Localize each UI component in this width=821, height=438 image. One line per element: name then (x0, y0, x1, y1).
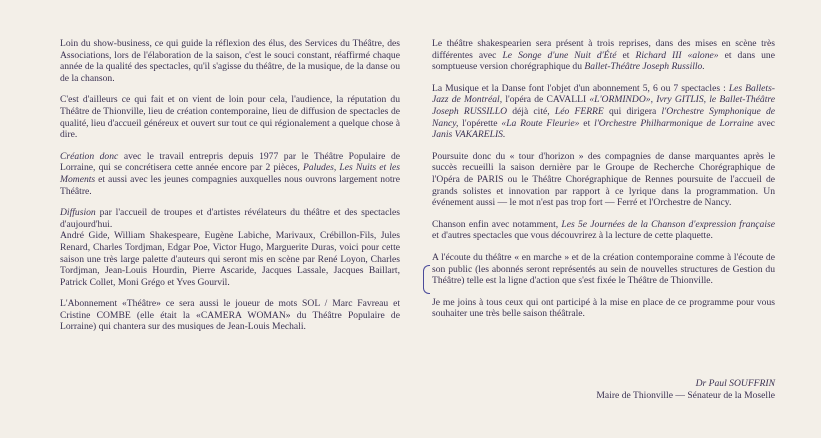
paragraph-ecoute: A l'écoute du théâtre « en marche » et de la création contemporaine comme à l'écoute de son public (les abonnés seront représentés au sein de nouvelles structures de Gestion du Théâtre) telle est la ligne d'action que s'est fixée le Théâtre de Thionville. (432, 251, 775, 287)
signature-name: Dr Paul SOUFFRIN (695, 378, 775, 389)
paragraph-intro: Loin du show-business, ce qui guide la réflexion des élus, des Services du Théâtre, des Associations, lors de l'élaboration de la saison, c'est le souci constant, réaffirmé chaque année de la qualité des spectacles, qu'il s'agisse du théâtre, de la musique, de la danse ou de la chanson. (60, 38, 400, 84)
paragraph-abonnement: L'Abonnement «Théâtre» ce sera aussi le joueur de mots SOL / Marc Favreau et Cristine COMBE (elle était la «CAMERA WOMAN» du Théâtre Populaire de Lorraine) qui chantera sur des musiques de Jean-Louis Mechali. (60, 298, 400, 333)
paragraph-diffusion: Diffusion par l'accueil de troupes et d'artistes révélateurs du théâtre et des spectacles d'aujourd'hui. André Gide, William Shakespeare, Eugène Labiche, Marivaux, Crébillon-Fils, Jules Renard, Charles Tordjman, Edgar Poe, Victor Hugo, Marguerite Duras, voici pour cette saison une très large palette d'auteurs qui seront mis en scène par René Loyon, Charles Tordjman, Jean-Louis Hourdin, Pierre Ascaride, Jacques Lassale, Jacques Baillart, Patrick Collet, Moni Grégo et Yves Gourvil. (60, 207, 400, 288)
left-column (60, 38, 400, 343)
paragraph-chanson: Chanson enfin avec notamment, Les 5e Journées de la Chanson d'expression française et d'autres spectacles que vous découvrirez à la lecture de cette plaquette. (432, 218, 775, 242)
paragraph-musique-danse: La Musique et la Danse font l'objet d'un abonnement 5, 6 ou 7 spectacles : Les Ballets-Jazz de Montréal, l'opéra de CAVALLI «L'ORMINDO», Ivry GITLIS, le Ballet-Théâtre Joseph RUSSILLO déjà cité, Léo FERRE qui dirigera l'Orchestre Symphonique de Nancy, l'opérette «La Route Fleurie» et l'Orchestre Philharmonique de Lorraine avec Janis VAKARELIS. (432, 82, 776, 141)
signature-title: Maire de Thionville — Sénateur de la Moselle (596, 390, 775, 401)
paragraph-conclusion: Je me joins à tous ceux qui ont participé à la mise en place de ce programme pour vous souhaiter une très belle saison théâtrale. (432, 296, 775, 320)
signature-block (432, 378, 775, 402)
paragraph-danse: Poursuite donc du « tour d'horizon » des compagnies de danse marquantes après le succès recueilli la saison dernière par le Groupe de Recherche Chorégraphique de l'Opéra de PARIS ou le Théâtre Chorégraphique de Rennes poursuite de l'accueil de grands solistes et innovation par rapport à ce lyrique dans la programmation. Un événement aussi — le mot n'est pas trop fort — Ferré et l'Orchestre de Nancy. (432, 150, 775, 209)
right-column (432, 38, 775, 330)
paragraph-reputation: C'est d'ailleurs ce qui fait et on vient de loin pour cela, l'audience, la réputation du Théâtre de Thionville, lieu de création contemporaine, lieu de diffusion de spectacles de qualité, lieu d'accueil généreux et ouvert sur tout ce qui régionalement a quelque chose à dire. (60, 94, 400, 141)
paragraph-creation: Création donc avec le travail entrepris depuis 1977 par le Théâtre Populaire de Lorraine, qui se concrétisera cette année encore par 2 pièces, Paludes, Les Nuits et les Moments et aussi avec les jeunes compagnies auxquelles nous ouvrons largement notre Théâtre. (60, 150, 400, 197)
margin-bracket-mark (423, 265, 430, 294)
paragraph-shakespeare: Le théâtre shakespearien sera présent à trois reprises, dans des mises en scène très différentes avec Le Songe d'une Nuit d'Été et Richard III «alone» et dans une somptueuse version chorégraphique du Ballet-Théâtre Joseph Russillo. (432, 38, 775, 73)
